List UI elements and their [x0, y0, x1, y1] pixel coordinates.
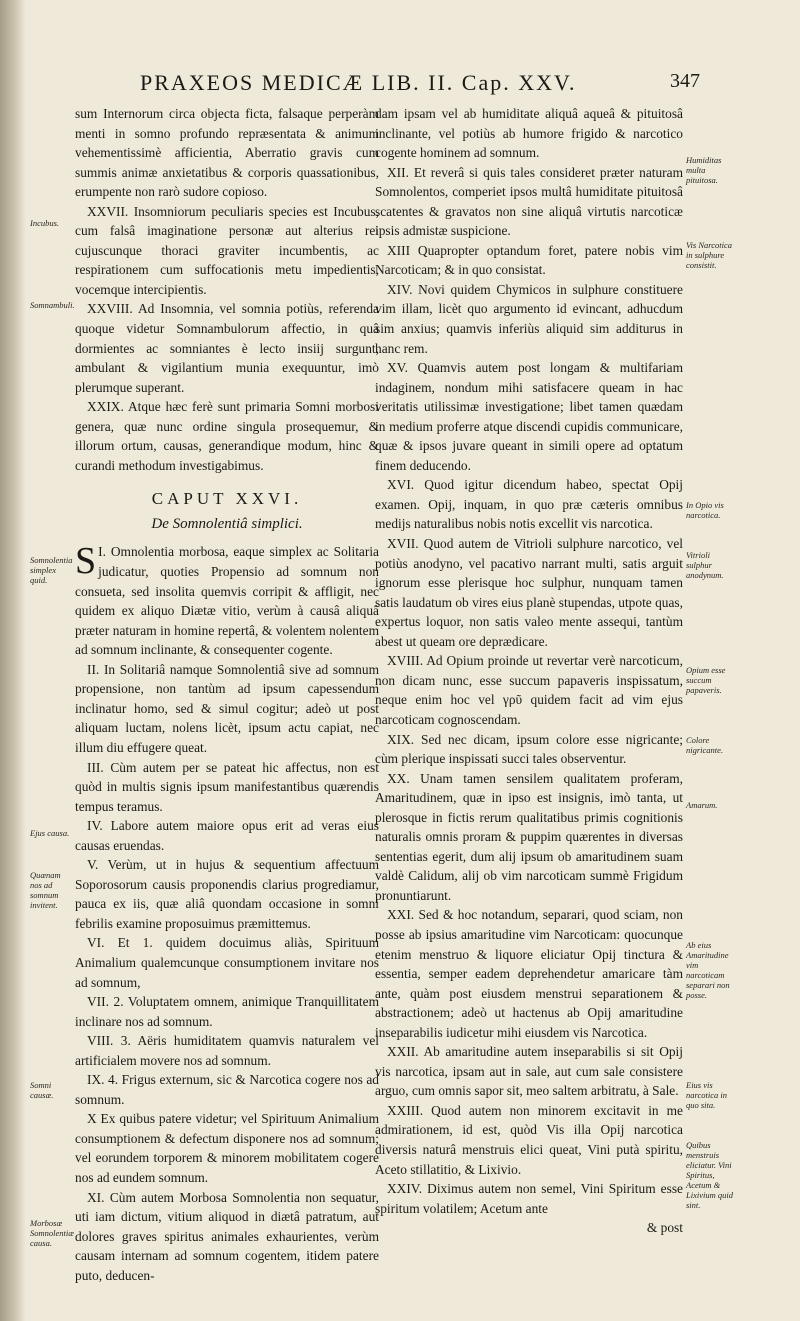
- margin-note: Humiditas multa pituitosa.: [686, 155, 722, 185]
- paragraph: XIV. Novi quidem Chymicos in sulphure constituere vim illam, licèt quo argumento id evincant, adhucdum sim anxius; quamvis inferiùs aliquid sim additurus in hanc rem.: [375, 281, 683, 356]
- margin-note: Colore nigricante.: [686, 735, 724, 755]
- paragraph: XIX. Sed nec dicam, ipsum colore esse nigricante; cùm plerique inspissati succi tales observentur.: [375, 731, 683, 767]
- paragraph-text: I. Omnolentia morbosa, eaque simplex ac Solitaria judicatur, quoties Propensio ad somnum non consueta, sed insolita quemvis corripit & affligit, nec quidem ex aliquo Diætæ vitio, verùm à causâ aliquâ præter naturam in homine repertâ, & volentem nolentem ad somnum inclinante, & consequenter cogente.: [75, 544, 379, 658]
- paragraph: XIII Quapropter optandum foret, patere nobis vim Narcoticam; & in quo consistat.: [375, 242, 683, 278]
- paragraph: VIII. 3. Aëris humiditatem quamvis naturalem vel artificialem movere nos ad somnum.: [75, 1033, 379, 1068]
- paragraph: XXIII. Quod autem non minorem excitavit in me admirationem, id est, quòd Vis illa Opij narcotica diversis naturâ menstruis elici queat, Vini putà spiritu, Aceto stillatitio, & Lixivio.: [375, 1102, 683, 1177]
- paragraph: XVI. Quod igitur dicendum habeo, spectat Opij examen. Opij, inquam, in quo præ cæteris omnibus medijs naturalibus nobis notis excellit vis narcotica.: [375, 477, 683, 532]
- drop-cap: S: [75, 540, 97, 583]
- paragraph: XXIV. Diximus autem non semel, Vini Spiritum esse spiritum volatilem; Acetum ante: [375, 1181, 683, 1216]
- chapter-heading: CAPUT XXVI.: [151, 489, 303, 509]
- running-header: [140, 70, 700, 100]
- margin-note: Eius vis narcotica in quo sita.: [686, 1080, 727, 1110]
- paragraph: XVIII. Ad Opium proinde ut revertar verè narcoticum, non dicam nunc, esse succum papaveris inspissatum, neque enim hoc vel γρῦ quidem facit ad vim ejus narcoticam cognoscendam.: [375, 653, 683, 727]
- binding-gutter: [0, 0, 26, 1321]
- left-column: [75, 104, 379, 1285]
- paragraph: sum Internorum circa objecta ficta, falsaque perperàm menti in somno profundo repræsentata & animum vehementissimè afficientia, Aberratio gravis cum summis animæ anxietatibus & corporis quassationibus, erumpente non rarò sudore copioso.: [75, 106, 379, 200]
- paragraph: XXVII. Insomniorum peculiaris species est Incubus, cum falsâ imaginatione personæ aut alterius rei cujuscunque thoraci graviter incumbentis, ac respirationem cum suffocationis metu impedientis, vocemque intercipientis.: [75, 203, 379, 297]
- margin-note: Opium esse succum papaveris.: [686, 665, 726, 695]
- header-title: PRAXEOS MEDICÆ LIB. II. Cap. XXV.: [140, 70, 577, 95]
- chapter-subheading: De Somnolentiâ simplici.: [151, 515, 303, 532]
- margin-note: Morbosæ Somnolentiæ causa.: [30, 1218, 74, 1248]
- paragraph: XXVIII. Ad Insomnia, vel somnia potiùs, referenda quoque videtur Somnambulorum affectio, in quâ dormientes ac somniantes è lecto insiij surgunt, ambulant & vigilantium munia exequuntur, imò plerumque superant.: [75, 301, 379, 395]
- right-column: [375, 104, 683, 1238]
- margin-note: Vis Narcotica in sulphure consistit.: [686, 240, 733, 270]
- margin-note: Incubus.: [30, 218, 60, 228]
- paragraph: XV. Quamvis autem post longam & multifariam indaginem, nondum mihi satisfacere queam in hac veritatis utilissimæ investigatione; libet tamen quædam in medium proferre atque discendi cupidis communicare, quæ & ipsos juvare queant in simili opere ad optatum finem deducendo.: [375, 360, 683, 473]
- paragraph: XXI. Sed & hoc notandum, separari, quod sciam, non posse ab ipsius amaritudine vim Narcoticam: quocunque etenim menstruo & liquore eliciatur Opij tinctura & essentia, semper eadem deprehendetur amaricare tàm ante, quàm post eiusdem menstrui separationem & abstractionem; adeò ut hactenus ab Opij amaritudine inseparabilis iudicetur mihi eiusdem vis Narcotica.: [375, 907, 683, 1040]
- paragraph: VI. Et 1. quidem docuimus aliàs, Spirituum Animalium qualemcunque consumptionem invitare nos ad somnum,: [75, 935, 379, 990]
- margin-note: Ab eius Amaritudine vim narcoticam separari non posse.: [686, 940, 730, 1000]
- margin-note: Quænam nos ad somnum invitent.: [30, 870, 61, 910]
- margin-note: Amarum.: [686, 800, 718, 810]
- paragraph: X Ex quibus patere videtur; vel Spirituum Animalium consumptionem & defectum disponere nos ad somnum; vel eorundem torporem & minorem mobilitatem cogere nos ad eundem somnum.: [75, 1111, 379, 1185]
- paragraph: II. In Solitariâ namque Somnolentiâ sive ad somnum propensione, non tantùm ad ipsum capessendum inclinatur homo, sed & simul cogitur; adeò ut post aliquam luctam, nolens licèt, ipsum actu capiat, nec illum diu effugere queat.: [75, 661, 379, 755]
- paragraph: XI. Cùm autem Morbosa Somnolentia non sequatur, uti iam dictum, vitium aliquod in diætâ patratum, aut dolores graves spiritus animales exhaurientes, verùm causam internam ad somnum cogentem, itidem patere puto, deducen-: [75, 1189, 379, 1283]
- paragraph: XVII. Quod autem de Vitrioli sulphure narcotico, vel potiùs anodyno, vel pacativo narrant multi, satis arguit ignorum esse plerisque hoc sulphur, nunquam tamen satis laudatum ob vires eius planè stupendas, utpote quas, expertus loquor, non satis valeo mente assequi, tantùm abest ut queam ore deprædicare.: [375, 536, 683, 649]
- paragraph: dam ipsam vel ab humiditate aliquâ aqueâ & pituitosâ inclinante, vel potiùs ab humore frigido & narcotico cogente hominem ad somnum.: [375, 106, 683, 161]
- margin-note: Somni causæ.: [30, 1080, 54, 1100]
- margin-note: Quibus menstruis eliciatur. Vini Spiritus, Acetum & Lixivium quid sint.: [686, 1140, 733, 1210]
- catchword: & post: [646, 1220, 683, 1236]
- paragraph: XXII. Ab amaritudine autem inseparabilis si sit Opij vis narcotica, ipsam aut in sale, aut cum sale consistere arguo, cum omnis sapor sit, meo saltem arbitratu, à Sale.: [375, 1044, 683, 1099]
- paragraph: IX. 4. Frigus externum, sic & Narcotica cogere nos ad somnum.: [75, 1072, 379, 1107]
- paragraph: XII. Et reverâ si quis tales consideret præter naturam Somnolentos, comperiet ipsos multâ humiditate pituitosâ scatentes & gravatos non sine aliquâ virtutis narcoticæ ipsis admistæ suspicione.: [375, 164, 683, 239]
- paragraph: XXIX. Atque hæc ferè sunt primaria Somni morbosi genera, quæ nunc ordine singula prosequemur, & illorum ortum, causas, generandique modum, hinc & curandi methodum investigabimus.: [75, 399, 379, 473]
- margin-note: Ejus causa.: [30, 828, 70, 838]
- margin-note: Somnolentia simplex quid.: [30, 555, 73, 585]
- margin-note: In Opio vis narcotica.: [686, 500, 724, 520]
- paragraph-with-dropcap: [75, 542, 379, 659]
- paragraph: III. Cùm autem per se pateat hic affectus, non est quòd in multis signis ipsum manifestantibus quærendis tempus teramus.: [75, 759, 379, 814]
- page-number: 347: [670, 70, 700, 92]
- paragraph: VII. 2. Voluptatem omnem, animique Tranquillitatem inclinare nos ad somnum.: [75, 994, 379, 1029]
- paragraph: V. Verùm, ut in hujus & sequentium affectuum Soporosorum causis proponendis clarius progrediamur, pauca ex iis, quæ aliâ quondam occasione in somni febrilis examine proposuimus præmittemus.: [75, 857, 379, 931]
- paragraph: IV. Labore autem maiore opus erit ad veras eius causas eruendas.: [75, 818, 379, 853]
- margin-note: Vitrioli sulphur anodynum.: [686, 550, 724, 580]
- margin-note: Somnambuli.: [30, 300, 75, 310]
- paragraph: XX. Unam tamen sensilem qualitatem proferam, Amaritudinem, quæ in ipso est insignis, imò tanta, ut plerosque in fictis rerum qualitatibus primis cognitionis naturalis omnis proram & puppim quærentes in diversas sententias egerit, dum alij ipsum ob amaritudinem suam valdè Calidum, alij ob vim narcoticam summè Frigidum pronuntiarunt.: [375, 770, 683, 903]
